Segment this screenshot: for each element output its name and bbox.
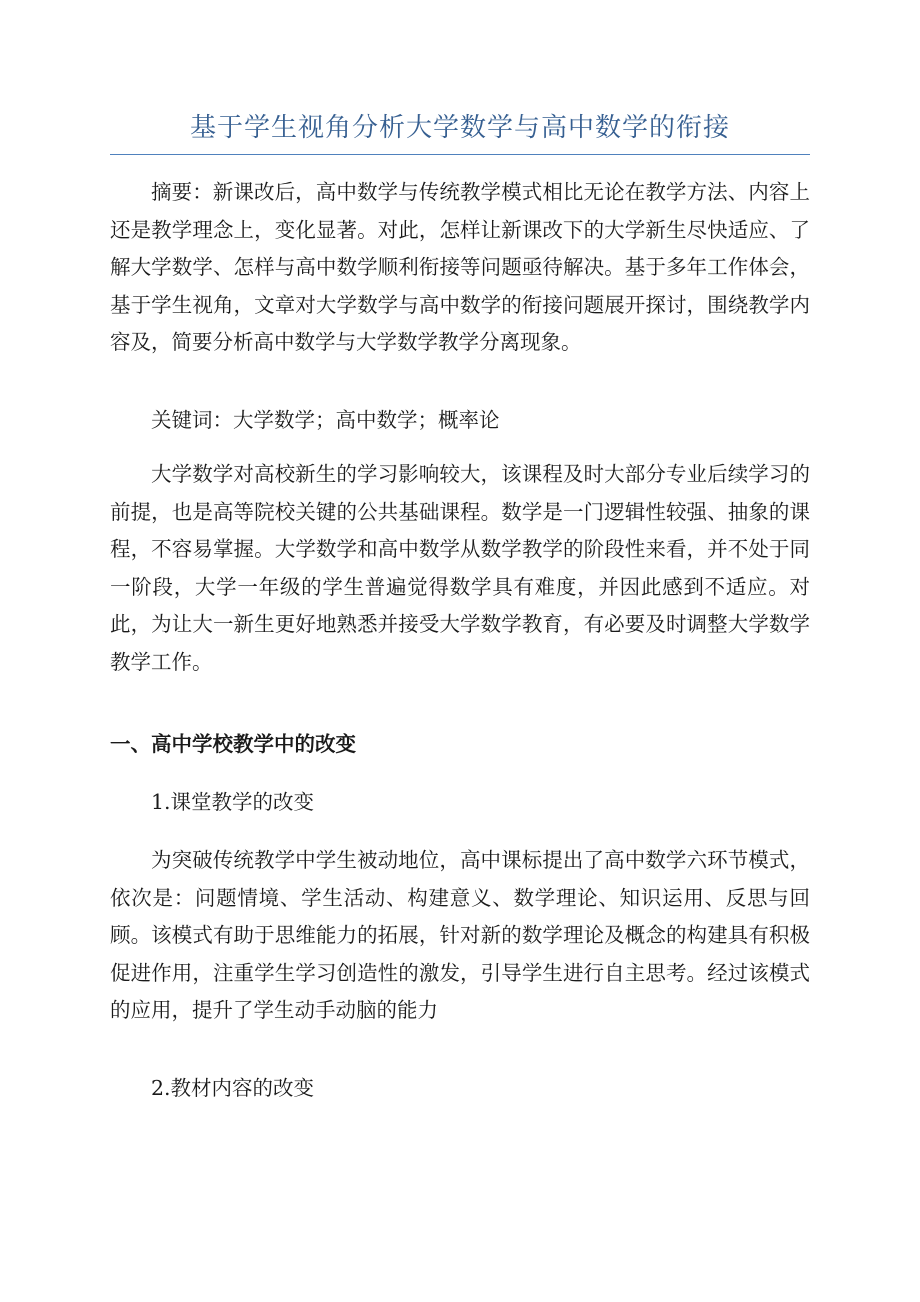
abstract-paragraph: 摘要：新课改后，高中数学与传统教学模式相比无论在教学方法、内容上还是教学理念上，变化显著。对此，怎样让新课改下的大学新生尽快适应、了解大学数学、怎样与高中数学顺利衔接等问题亟待解决。基于多年工作体会，基于学生视角，文章对大学数学与高中数学的衔接问题展开探讨，围绕教学内容及，简要分析高中数学与大学数学教学分离现象。 <box>110 180 810 354</box>
title-underline <box>110 154 810 155</box>
document-title: 基于学生视角分析大学数学与高中数学的衔接 <box>189 113 730 143</box>
intro-paragraph: 大学数学对高校新生的学习影响较大，该课程及时大部分专业后续学习的前提，也是高等院校关键的公共基础课程。数学是一门逻辑性较强、抽象的课程，不容易掌握。大学数学和高中数学从数学教学的阶段性来看，并不处于同一阶段，大学一年级的学生普遍觉得数学具有难度，并因此感到不适应。对此，为让大一新生更好地熟悉并接受大学数学教育，有必要及时调整大学数学教学工作。 <box>110 462 810 674</box>
subsection-1-paragraph: 为突破传统教学中学生被动地位，高中课标提出了高中数学六环节模式，依次是：问题情境、学生活动、构建意义、数学理论、知识运用、反思与回顾。该模式有助于思维能力的拓展，针对新的数学理论及概念的构建具有积极促进作用，注重学生学习创造性的激发，引导学生进行自主思考。经过该模式的应用，提升了学生动手动脑的能力 <box>110 848 810 1022</box>
keywords-paragraph: 关键词：大学数学；高中数学；概率论 <box>151 408 500 432</box>
subsection-heading-1: 1.课堂教学的改变 <box>151 790 315 814</box>
subsection-heading-2: 2.教材内容的改变 <box>151 1076 315 1100</box>
section-heading-1: 一、高中学校教学中的改变 <box>110 732 356 756</box>
